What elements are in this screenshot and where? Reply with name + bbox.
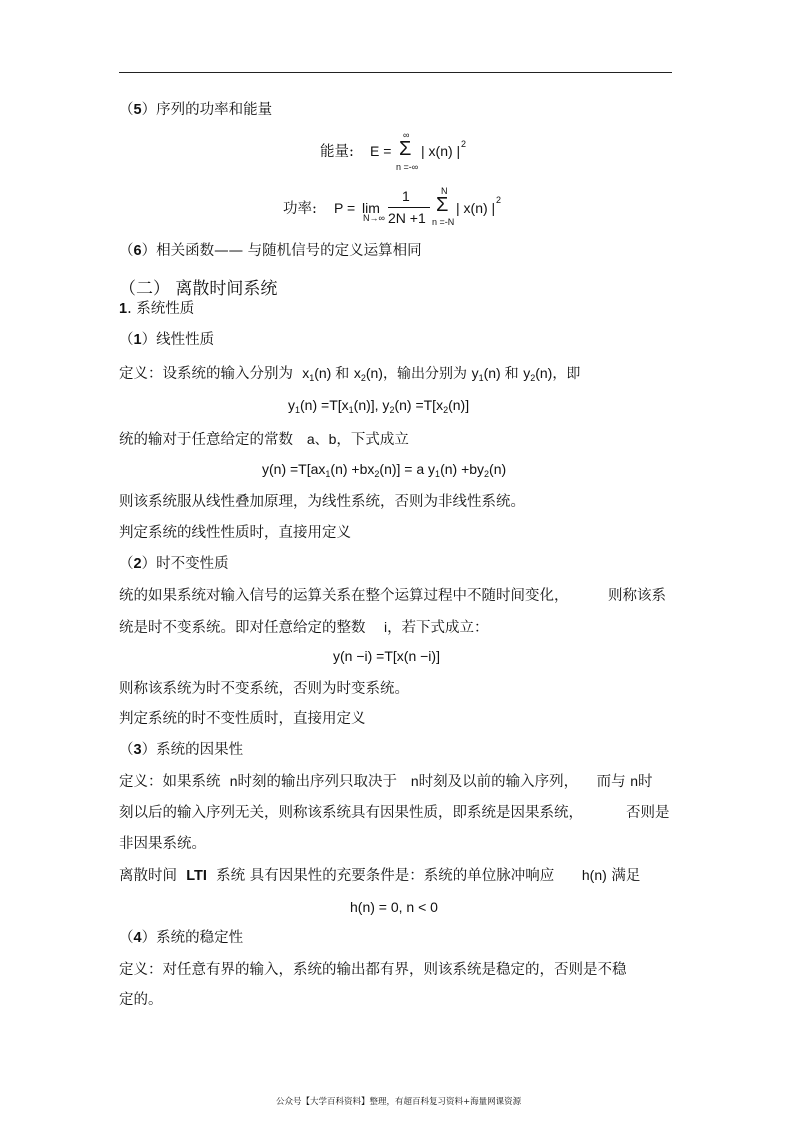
item-6-heading: （6）相关函数—— 与随机信号的定义运算相同 xyxy=(119,243,422,259)
linearity-definition: 定义：设系统的输入分别为 $x_1(n)$ 和 $x_2(n)$，输出分别为 $y_1(n)$ 和 $y_2(n)$，即 xyxy=(119,365,581,383)
time-invariance-equation: y(n −i) =T[x(n −i)] xyxy=(333,648,440,664)
linearity-result: 则该系统服从线性叠加原理，为线性系统，否则为非线性系统。 xyxy=(119,494,525,510)
section-title: （二） 离散时间系统 xyxy=(119,279,278,299)
causality-equation: h(n) = 0, n < 0 xyxy=(350,899,438,915)
linearity-judge: 判定系统的线性性质时，直接用定义 xyxy=(119,525,351,541)
constants-line: 统的输对于任意给定的常数 a、b，下式成立 xyxy=(119,431,409,448)
causality-heading: （3）系统的因果性 xyxy=(119,742,244,758)
stability-text-2: 定的。 xyxy=(119,992,163,1008)
causality-text-2b: 否则是 xyxy=(626,805,670,821)
causality-text-3: 非因果系统。 xyxy=(119,836,206,852)
linearity-equation-1: $y_1(n) =T[x_1(n)]$, $y_2(n) =T[x_2(n)]$ xyxy=(288,397,470,415)
time-invariance-judge: 判定系统的时不变性质时，直接用定义 xyxy=(119,711,366,727)
time-invariance-result: 则称该系统为时不变系统，否则为时变系统。 xyxy=(119,681,409,697)
footer-note: 公众号【大学百科资料】整理，有超百科复习资料+海量网课资源 xyxy=(276,1097,522,1107)
linearity-equation-2: $y(n) =T[ax_1(n) +bx_2(n)] = a$ $y_1(n) +by_2(n)$ xyxy=(262,461,507,479)
item-5-heading: （5）序列的功率和能量 xyxy=(119,102,273,118)
time-invariance-heading: （2）时不变性质 xyxy=(119,556,229,572)
time-invariance-text-1b: 则称该系 xyxy=(608,588,666,604)
causality-text-1: 定义：如果系统 n时刻的输出序列只取决于 n时刻及以前的输入序列， 而与 n时 xyxy=(119,773,653,790)
time-invariance-text-1: 统的如果系统对输入信号的运算关系在整个运算过程中不随时间变化， xyxy=(119,588,569,604)
subsection-1-heading: 1. 系统性质 xyxy=(119,301,195,317)
causality-lti-condition: 离散时间 LTI 系统 具有因果性的充要条件是：系统的单位脉冲响应 h(n) 满足 xyxy=(119,867,641,884)
stability-heading: （4）系统的稳定性 xyxy=(119,930,244,946)
linearity-heading: （1）线性性质 xyxy=(119,332,215,348)
header-rule xyxy=(119,72,672,73)
time-invariance-text-2: 统是时不变系统。即对任意给定的整数 i，若下式成立： xyxy=(119,619,489,636)
causality-text-2: 刻以后的输入序列无关，则称该系统具有因果性质，即系统是因果系统， xyxy=(119,805,583,821)
stability-text-1: 定义：对任意有界的输入，系统的输出都有界，则该系统是稳定的，否则是不稳 xyxy=(119,962,627,978)
